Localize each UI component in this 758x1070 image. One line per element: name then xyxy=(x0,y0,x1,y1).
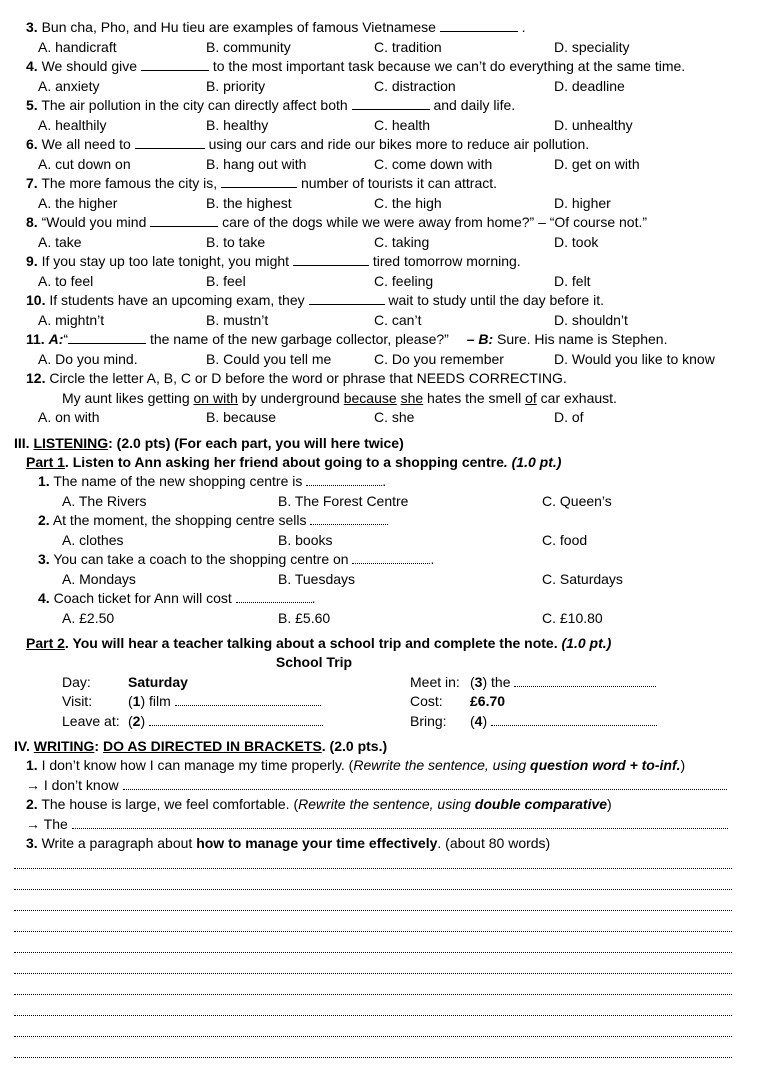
question-number: 12. xyxy=(26,370,46,386)
option-b[interactable]: B. because xyxy=(206,409,277,425)
day-label: Day: xyxy=(62,674,91,690)
question-text-end: to the most important task because we can’t do everything at the same time. xyxy=(212,58,686,74)
option-c[interactable]: C. Do you remember xyxy=(374,351,504,367)
answer-line[interactable] xyxy=(123,777,727,790)
speaker-b-text: Sure. His name is Stephen. xyxy=(497,331,668,347)
question-text: Bun cha, Pho, and Hu tieu are examples of famous Vietnamese xyxy=(41,19,436,35)
paragraph-line[interactable] xyxy=(14,973,732,974)
question-number: 10. xyxy=(26,292,46,308)
paragraph-line[interactable] xyxy=(14,868,732,869)
question-text: “Would you mind xyxy=(41,214,147,230)
listening-question-3 xyxy=(38,550,434,568)
option-b[interactable]: B. to take xyxy=(206,234,266,250)
option-b[interactable]: B. hang out with xyxy=(206,156,307,172)
option-c[interactable]: C. come down with xyxy=(374,156,493,172)
paragraph-line[interactable] xyxy=(14,1057,732,1058)
error-sentence: My aunt likes getting on with by underground because she hates the smell of car exhaust. xyxy=(62,390,617,406)
option-a[interactable]: A. cut down on xyxy=(38,156,131,172)
option-a[interactable]: A. the higher xyxy=(38,195,118,211)
option-d[interactable]: D. higher xyxy=(554,195,611,211)
question-number: 3. xyxy=(26,19,38,35)
question-12 xyxy=(26,369,567,387)
question-text: Circle the letter A, B, C or D before the word or phrase that NEEDS CORRECTING. xyxy=(49,370,567,386)
visit-answer: (1) film xyxy=(128,692,321,710)
option-a[interactable]: A. The Rivers xyxy=(62,493,147,509)
leave-label: Leave at: xyxy=(62,713,120,729)
speaker-a: A: xyxy=(48,331,64,347)
option-c[interactable]: C. £10.80 xyxy=(542,610,603,626)
option-c[interactable]: C. can’t xyxy=(374,312,422,328)
underlined-b: because xyxy=(343,390,397,406)
question-6 xyxy=(26,135,589,153)
answer-blank[interactable] xyxy=(150,214,218,227)
listening-question-1 xyxy=(38,472,386,490)
answer-blank[interactable] xyxy=(149,713,323,726)
question-text: Coach ticket for Ann will cost xyxy=(53,590,232,606)
question-10 xyxy=(26,291,604,309)
answer-blank[interactable] xyxy=(440,19,518,32)
option-b[interactable]: B. feel xyxy=(206,273,246,289)
option-a[interactable]: A. to feel xyxy=(38,273,94,289)
option-d[interactable]: D. of xyxy=(554,409,584,425)
question-number: 8. xyxy=(26,214,38,230)
question-text-end: . xyxy=(382,473,387,489)
question-11 xyxy=(26,330,667,348)
question-number: 6. xyxy=(26,136,38,152)
answer-blank[interactable] xyxy=(514,674,656,687)
question-text-end: care of the dogs while we were away from home?” – “Of course not.” xyxy=(222,214,648,230)
option-b[interactable]: B. Could you tell me xyxy=(206,351,332,367)
option-b[interactable]: B. priority xyxy=(206,78,266,94)
writing-question-2: 2. The house is large, we feel comfortable. (Rewrite the sentence, using double comparative) xyxy=(26,796,612,812)
underlined-a: on with xyxy=(193,390,238,406)
answer-blank[interactable] xyxy=(175,693,321,706)
question-text: The name of the new shopping centre is xyxy=(53,473,303,489)
question-7 xyxy=(26,174,497,192)
answer-blank[interactable] xyxy=(293,253,369,266)
option-a[interactable]: A. Do you mind. xyxy=(38,351,138,367)
question-text: At the moment, the shopping centre sells xyxy=(52,512,307,528)
option-c[interactable]: C. she xyxy=(374,409,415,425)
underlined-c: she xyxy=(400,390,424,406)
part1-heading: Part 1. Listen to Ann asking her friend about going to a shopping centre. (1.0 pt.) xyxy=(26,454,562,470)
option-a[interactable]: A. clothes xyxy=(62,532,124,548)
option-d[interactable]: D. unhealthy xyxy=(554,117,633,133)
question-number: 4. xyxy=(26,58,38,74)
question-text-end: . xyxy=(521,19,526,35)
answer-blank[interactable] xyxy=(306,473,382,486)
day-value: Saturday xyxy=(128,674,188,690)
option-c[interactable]: C. Saturdays xyxy=(542,571,623,587)
question-text: The more famous the city is, xyxy=(41,175,218,191)
option-d[interactable]: D. get on with xyxy=(554,156,640,172)
writing-question-3: 3. Write a paragraph about how to manage your time effectively. (about 80 words) xyxy=(26,835,551,851)
answer-blank[interactable] xyxy=(310,512,388,525)
option-a[interactable]: A. on with xyxy=(38,409,100,425)
question-text: If students have an upcoming exam, they xyxy=(49,292,305,308)
option-b[interactable]: B. The Forest Centre xyxy=(278,493,409,509)
question-text-end: . xyxy=(430,551,435,567)
question-text: We all need to xyxy=(41,136,131,152)
answer-blank[interactable] xyxy=(221,175,297,188)
question-text-end: and daily life. xyxy=(433,97,516,113)
option-d[interactable]: D. deadline xyxy=(554,78,625,94)
writing-question-1: 1. I don’t know how I can manage my time properly. (Rewrite the sentence, using question word + to-inf.) xyxy=(26,757,686,773)
writing-answer-2: → The xyxy=(26,815,734,833)
option-d[interactable]: D. shouldn’t xyxy=(554,312,628,328)
option-c[interactable]: C. food xyxy=(542,532,588,548)
bring-answer: (4) xyxy=(470,712,657,730)
answer-blank[interactable] xyxy=(236,590,312,603)
listening-heading: III. LISTENING: (2.0 pts) (For each part, you will here twice) xyxy=(14,435,404,451)
answer-blank[interactable] xyxy=(309,292,385,305)
underlined-d: of xyxy=(525,390,537,406)
question-text: You can take a coach to the shopping centre on xyxy=(53,551,349,567)
option-c[interactable]: C. health xyxy=(374,117,431,133)
listening-question-4 xyxy=(38,589,316,607)
question-number: 4. xyxy=(38,590,50,606)
part2-heading: Part 2. You will hear a teacher talking about a school trip and complete the note. (1.0 pt.) xyxy=(26,635,612,651)
paragraph-line[interactable] xyxy=(14,1036,732,1037)
option-a[interactable]: A. mightn’t xyxy=(38,312,105,328)
question-text: If you stay up too late tonight, you might xyxy=(41,253,290,269)
answer-blank[interactable] xyxy=(68,331,146,344)
option-d[interactable]: D. Would you like to know xyxy=(554,351,715,367)
paragraph-line[interactable] xyxy=(14,910,732,911)
question-number: 1. xyxy=(38,473,50,489)
option-b[interactable]: B. Tuesdays xyxy=(278,571,356,587)
answer-blank[interactable] xyxy=(141,58,209,71)
answer-blank[interactable] xyxy=(135,136,205,149)
option-a[interactable]: A. take xyxy=(38,234,82,250)
question-text-end: using our cars and ride our bikes more to reduce air pollution. xyxy=(208,136,590,152)
listening-question-2 xyxy=(38,511,388,529)
option-b[interactable]: B. mustn’t xyxy=(206,312,269,328)
answer-blank[interactable] xyxy=(491,713,657,726)
option-a[interactable]: A. £2.50 xyxy=(62,610,115,626)
question-number: 5. xyxy=(26,97,38,113)
option-d[interactable]: D. took xyxy=(554,234,599,250)
question-4 xyxy=(26,57,685,75)
option-c[interactable]: C. distraction xyxy=(374,78,456,94)
option-a[interactable]: A. handicraft xyxy=(38,39,117,55)
option-b[interactable]: B. healthy xyxy=(206,117,269,133)
option-c[interactable]: C. taking xyxy=(374,234,430,250)
paragraph-line[interactable] xyxy=(14,1015,732,1016)
question-text-end: tired tomorrow morning. xyxy=(372,253,521,269)
question-9 xyxy=(26,252,521,270)
question-text: the name of the new garbage collector, please?” xyxy=(149,331,449,347)
answer-line[interactable] xyxy=(72,816,728,829)
option-c[interactable]: C. Queen’s xyxy=(542,493,612,509)
answer-blank[interactable] xyxy=(352,551,430,564)
question-text-end: wait to study until the day before it. xyxy=(388,292,604,308)
visit-label: Visit: xyxy=(62,693,93,709)
question-number: 11. xyxy=(26,331,45,347)
question-text-end: number of tourists it can attract. xyxy=(300,175,498,191)
leave-answer: (2) xyxy=(128,712,323,730)
option-c[interactable]: C. tradition xyxy=(374,39,442,55)
bring-label: Bring: xyxy=(410,713,447,729)
paragraph-line[interactable] xyxy=(14,931,732,932)
writing-heading: IV. WRITING: DO AS DIRECTED IN BRACKETS. (2.0 pts.) xyxy=(14,738,388,754)
question-3 xyxy=(26,18,526,36)
writing-answer-1: → I don’t know xyxy=(26,776,734,794)
meet-label: Meet in: xyxy=(410,674,460,690)
question-text: We should give xyxy=(41,58,138,74)
question-number: 9. xyxy=(26,253,38,269)
option-a[interactable]: A. anxiety xyxy=(38,78,100,94)
option-a[interactable]: A. Mondays xyxy=(62,571,136,587)
question-text-end: . xyxy=(311,590,316,606)
option-b[interactable]: B. community xyxy=(206,39,291,55)
question-number: 3. xyxy=(38,551,50,567)
question-number: 2. xyxy=(38,512,50,528)
speaker-b: – B: xyxy=(466,331,494,347)
option-b[interactable]: B. books xyxy=(278,532,333,548)
meet-answer: (3) the xyxy=(470,673,656,691)
option-a[interactable]: A. healthily xyxy=(38,117,107,133)
cost-label: Cost: xyxy=(410,693,443,709)
cost-value: £6.70 xyxy=(470,693,506,709)
option-d[interactable]: D. speciality xyxy=(554,39,630,55)
open-quote: “ xyxy=(63,331,69,347)
answer-blank[interactable] xyxy=(352,97,430,110)
option-b[interactable]: B. the highest xyxy=(206,195,292,211)
option-c[interactable]: C. the high xyxy=(374,195,442,211)
paragraph-line[interactable] xyxy=(14,952,732,953)
option-d[interactable]: D. felt xyxy=(554,273,591,289)
option-b[interactable]: B. £5.60 xyxy=(278,610,331,626)
question-5 xyxy=(26,96,515,114)
question-text: The air pollution in the city can directly affect both xyxy=(41,97,348,113)
note-title: School Trip xyxy=(275,654,353,670)
paragraph-line[interactable] xyxy=(14,994,732,995)
paragraph-line[interactable] xyxy=(14,889,732,890)
option-c[interactable]: C. feeling xyxy=(374,273,434,289)
question-8 xyxy=(26,213,647,231)
question-number: 7. xyxy=(26,175,38,191)
